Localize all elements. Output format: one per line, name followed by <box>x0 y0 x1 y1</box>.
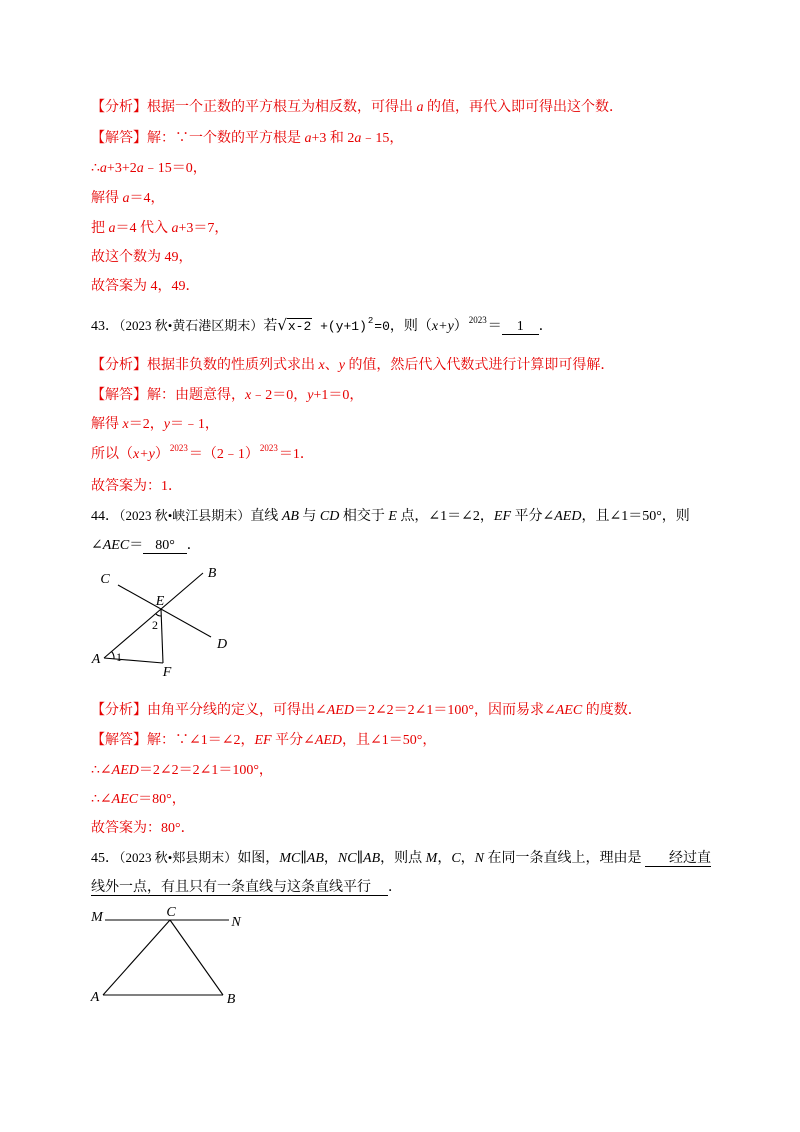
solution-text: ∴∠ <box>91 763 112 778</box>
segment-ef <box>161 609 163 663</box>
question-stem-text: ． <box>538 319 553 334</box>
q42-solution-line-4 <box>91 219 228 239</box>
analysis-text: 的度数． <box>582 703 642 718</box>
solution-text: ） <box>154 447 169 462</box>
question-number: 45． <box>91 851 119 866</box>
q45-stem-line-1 <box>91 848 711 869</box>
solution-text: 故这个数为 49， <box>91 250 193 265</box>
question-stem-text: ． <box>388 880 402 895</box>
answer-blank-part-1: 经过直 <box>645 851 711 867</box>
question-stem-text: ∥ <box>300 851 307 866</box>
solution-text: 解得 <box>91 191 123 206</box>
question-stem-text: 相交于 <box>339 509 389 524</box>
q44-figure-intersecting-lines <box>80 560 240 682</box>
question-stem-text: 若 <box>263 319 278 334</box>
question-stem-text: ， <box>437 851 452 866</box>
point-label-a: A <box>91 652 101 667</box>
q43-solution-line-3 <box>91 445 314 465</box>
solution-text: ，且∠1＝50°， <box>342 733 437 748</box>
math-variable: a <box>304 131 312 146</box>
answer-blank: 1 <box>502 319 539 335</box>
q44-solution-answer <box>91 819 195 839</box>
angle-label-2: 2 <box>152 618 158 632</box>
exponent: 2023 <box>468 315 487 325</box>
math-variable: AED <box>326 703 354 718</box>
question-stem-text: ，则点 <box>380 851 426 866</box>
math-variable: M <box>425 851 438 866</box>
segment-cb <box>170 920 223 995</box>
question-stem-text: ＝ <box>129 538 144 553</box>
solution-text: ＝4 代入 <box>115 221 172 236</box>
solution-text: +3 和 2 <box>311 131 355 146</box>
math-variable: a <box>136 161 144 176</box>
solution-text: ﹣15＝0， <box>143 161 207 176</box>
q44-stem-line-2 <box>91 536 201 556</box>
q42-solution-line-5 <box>91 248 193 268</box>
q42-solution-line-2 <box>91 159 207 179</box>
analysis-text: 【分析】由角平分线的定义，可得出∠ <box>91 703 327 718</box>
solution-text: ＝2， <box>128 417 164 432</box>
exponent: 2023 <box>259 443 278 453</box>
solution-text: 把 <box>91 221 109 236</box>
math-variable: E <box>388 509 397 524</box>
solution-text: +3+2 <box>106 161 137 176</box>
solution-text: 解得 <box>91 417 123 432</box>
math-variable: AB <box>281 509 299 524</box>
q43-solution-line-2 <box>91 415 219 435</box>
solution-text: ＝（2﹣1） <box>188 447 259 462</box>
math-variable: EF <box>493 509 512 524</box>
solution-text: +3＝7， <box>178 221 229 236</box>
formula-sqrt <box>277 316 312 334</box>
question-stem-text: ∥ <box>356 851 364 866</box>
q44-solution-line-1 <box>91 731 436 751</box>
q44-stem-line-1 <box>91 506 690 527</box>
math-variable: EF <box>254 733 272 748</box>
math-variable: AED <box>554 509 582 524</box>
math-variable: a <box>122 191 130 206</box>
solution-text: 故答案为：1． <box>91 479 182 494</box>
math-variable: AB <box>306 851 324 866</box>
point-label-c: C <box>166 905 176 920</box>
solution-text: ＝2∠2＝2∠1＝100°， <box>138 763 273 778</box>
question-source: （2023 秋•郏县期末） <box>119 850 238 865</box>
question-stem-text: 平分∠ <box>511 509 555 524</box>
solution-text: 【解答】解：∵一个数的平方根是 <box>91 131 305 146</box>
angle-1-arc <box>112 652 114 659</box>
math-variable: a <box>416 100 424 115</box>
analysis-text: 、 <box>324 358 339 373</box>
math-variable: y <box>307 388 314 403</box>
solution-text: +1＝0， <box>313 388 364 403</box>
analysis-text: ＝2∠2＝2∠1＝100°，因而易求∠ <box>353 703 556 718</box>
q44-solution-line-2 <box>91 761 273 781</box>
solution-text: ＝80°， <box>138 792 186 807</box>
question-stem-text: 如图， <box>237 851 280 866</box>
segment-ca <box>103 920 170 995</box>
solution-text: 所以（ <box>91 447 133 462</box>
math-variable: y <box>163 417 170 432</box>
radicand: x-2 <box>287 319 312 334</box>
question-number: 44． <box>91 509 119 524</box>
math-variable: x <box>122 417 129 432</box>
radical-sign: √ <box>277 316 287 334</box>
math-variable: a <box>171 221 179 236</box>
math-variable: NC <box>337 851 357 866</box>
math-variable: AED <box>314 733 343 748</box>
question-stem-text: ． <box>186 538 201 553</box>
point-label-f: F <box>162 665 172 680</box>
math-variable: CD <box>319 509 340 524</box>
question-stem-text: ，则（ <box>389 319 432 334</box>
point-label-d: D <box>216 637 228 652</box>
q42-solution-line-1 <box>91 129 403 149</box>
math-variable: C <box>451 851 461 866</box>
question-source: （2023 秋•峡江县期末） <box>119 508 251 523</box>
formula-term: +(y+1) <box>312 319 367 334</box>
question-stem-text: ， <box>323 851 338 866</box>
q43-solution-answer <box>91 477 182 497</box>
question-stem-text: ） <box>453 319 468 334</box>
formula-equals-zero: =0 <box>374 319 390 334</box>
math-variable: a <box>354 131 362 146</box>
analysis-text: 的值，然后代入代数式进行计算即可得解． <box>344 358 615 373</box>
q45-stem-line-2 <box>91 878 402 898</box>
q43-solution-line-1 <box>91 386 363 406</box>
question-number: 43． <box>91 319 119 334</box>
angle-2-arc <box>156 614 162 616</box>
answer-blank-part-2: 线外一点，有且只有一条直线与这条直线平行 <box>91 880 388 896</box>
q43-analysis <box>91 356 614 376</box>
math-variable: AEC <box>555 703 583 718</box>
question-stem-text: ， <box>460 851 475 866</box>
math-expression: x+y <box>431 319 454 334</box>
exponent: 2023 <box>169 443 188 453</box>
q44-analysis <box>91 701 642 721</box>
math-variable: AED <box>111 763 139 778</box>
solution-text: ∴∠ <box>91 792 112 807</box>
math-variable: MC <box>279 851 301 866</box>
analysis-text: 【分析】根据非负数的性质列式求出 <box>91 358 319 373</box>
q42-analysis <box>91 98 623 118</box>
q45-figure-triangle-parallel <box>85 900 250 1010</box>
math-variable: a <box>108 221 116 236</box>
solution-text: 故答案为：80°． <box>91 821 195 836</box>
math-expression: x+y <box>133 447 155 462</box>
question-source: （2023 秋•黄石港区期末） <box>119 318 264 333</box>
math-variable: AEC <box>111 792 139 807</box>
question-stem-text: ，且∠1＝50°，则 <box>581 509 690 524</box>
point-label-b: B <box>226 992 236 1007</box>
q43-stem <box>91 315 553 338</box>
math-variable: x <box>318 358 325 373</box>
q42-solution-line-3 <box>91 189 165 209</box>
point-label-e: E <box>155 594 165 609</box>
solution-text: 【解答】解：∵∠1＝∠2， <box>91 733 255 748</box>
angle-label-1: 1 <box>116 650 122 664</box>
math-variable: y <box>338 358 345 373</box>
solution-text: ∴ <box>91 161 100 176</box>
solution-text: ＝1． <box>278 447 314 462</box>
point-label-n: N <box>231 915 241 930</box>
q42-solution-answer <box>91 277 200 297</box>
solution-text: 平分∠ <box>271 733 315 748</box>
segment-af <box>104 658 163 663</box>
solution-text: 故答案为 4，49． <box>91 279 200 294</box>
analysis-text: 【分析】根据一个正数的平方根互为相反数，可得出 <box>91 100 417 115</box>
question-stem-text: 直线 <box>250 509 282 524</box>
question-stem-text: 与 <box>298 509 320 524</box>
solution-text: ﹣2＝0， <box>251 388 308 403</box>
line-cd <box>118 585 211 637</box>
question-stem-text: 在同一条直线上，理由是 <box>484 851 646 866</box>
question-stem-text: ∠ <box>91 538 103 553</box>
point-label-m: M <box>91 910 103 925</box>
math-variable: a <box>99 161 107 176</box>
point-label-b: B <box>207 566 217 581</box>
solution-text: ＝4， <box>129 191 165 206</box>
point-label-c: C <box>100 572 110 587</box>
analysis-text: 的值，再代入即可得出这个数． <box>423 100 623 115</box>
q44-solution-line-3 <box>91 790 186 810</box>
solution-text: 【解答】解：由题意得， <box>91 388 245 403</box>
formula-exponent: 2 <box>367 316 374 326</box>
question-stem-text: ＝ <box>487 319 502 334</box>
solution-text: ＝﹣1， <box>169 417 219 432</box>
math-variable: x <box>245 388 252 403</box>
math-variable: N <box>474 851 485 866</box>
question-stem-text: 点，∠1＝∠2， <box>396 509 494 524</box>
solution-text: ﹣15， <box>361 131 404 146</box>
math-variable: AB <box>363 851 381 866</box>
point-label-a: A <box>90 990 100 1005</box>
answer-blank: 80° <box>143 538 187 554</box>
math-variable: AEC <box>102 538 130 553</box>
